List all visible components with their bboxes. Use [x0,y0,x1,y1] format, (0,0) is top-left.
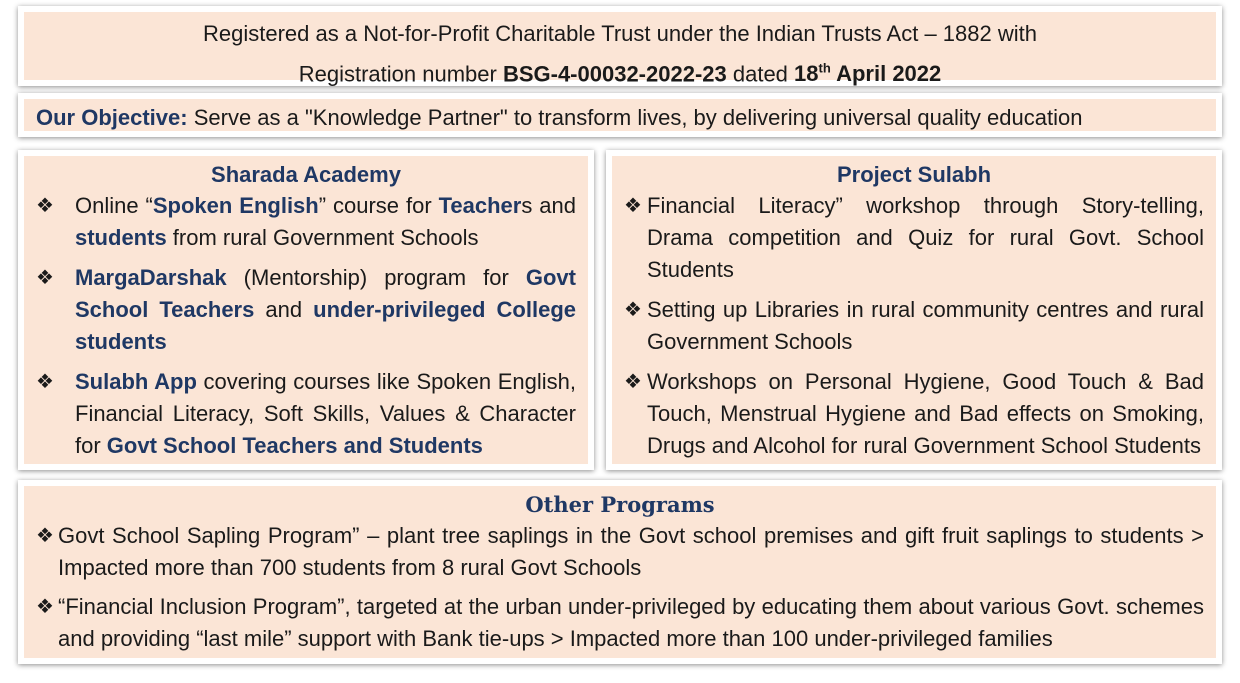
registration-banner [18,6,1222,86]
diamond-bullet-icon: ❖ [36,371,54,393]
list-item: ❖ Setting up Libraries in rural community centres and rural Government Schools [612,294,1216,358]
diamond-bullet-icon: ❖ [624,195,642,217]
diamond-bullet-icon: ❖ [624,299,642,321]
list-item: ❖ Online “Spoken English” course for Teachers and students from rural Government Schools [24,190,588,254]
other-programs-title: Other Programs [525,492,715,517]
objective-label: Our Objective: [36,105,188,130]
sharada-academy-panel [18,150,594,470]
project-sulabh-panel [606,150,1222,470]
project-sulabh-list [612,190,1216,462]
other-programs-list [24,520,1216,655]
dated-text: dated [726,61,795,87]
diamond-bullet-icon: ❖ [36,525,54,547]
diamond-bullet-icon: ❖ [36,267,54,289]
diamond-bullet-icon: ❖ [36,195,54,217]
list-item: ❖ Financial Literacy” workshop through Story-telling, Drama competition and Quiz for rural Govt. School Students [612,190,1216,286]
diamond-bullet-icon: ❖ [624,371,642,393]
registration-prefix: Registration number [298,61,503,87]
list-item: ❖ Govt School Sapling Program” – plant tree saplings in the Govt school premises and gift fruit saplings to students > Impacted more than 700 students from 8 rural Govt Schools [24,520,1216,584]
sharada-academy-title: Sharada Academy [211,162,401,187]
list-item: ❖ “Financial Inclusion Program”, targeted at the urban under-privileged by educating them about various Govt. schemes and providing “last mile” support with Bank tie-ups > Impacted more than 100 under-privileged families [24,591,1216,655]
registration-date: 18th April 2022 [794,61,942,87]
list-item: ❖ Workshops on Personal Hygiene, Good Touch & Bad Touch, Menstrual Hygiene and Bad effects on Smoking, Drugs and Alcohol for rural Government School Students [612,366,1216,462]
list-item: ❖ Sulabh App covering courses like Spoken English, Financial Literacy, Soft Skills, Values & Character for Govt School Teachers and Students [24,366,588,462]
registration-line-1: Registered as a Not-for-Profit Charitable Trust under the Indian Trusts Act – 1882 with [203,21,1037,46]
objective-text: Serve as a "Knowledge Partner" to transform lives, by delivering universal quality education [187,105,1083,130]
sharada-academy-list [24,190,588,462]
registration-number: BSG-4-00032-2022-23 [502,61,727,87]
objective-banner [18,93,1222,137]
registration-line-2 [24,51,1216,91]
project-sulabh-title: Project Sulabh [836,162,992,187]
other-programs-panel [18,480,1222,664]
diamond-bullet-icon: ❖ [36,596,54,618]
list-item: ❖ MargaDarshak (Mentorship) program for Govt School Teachers and under-privileged College students [24,262,588,358]
